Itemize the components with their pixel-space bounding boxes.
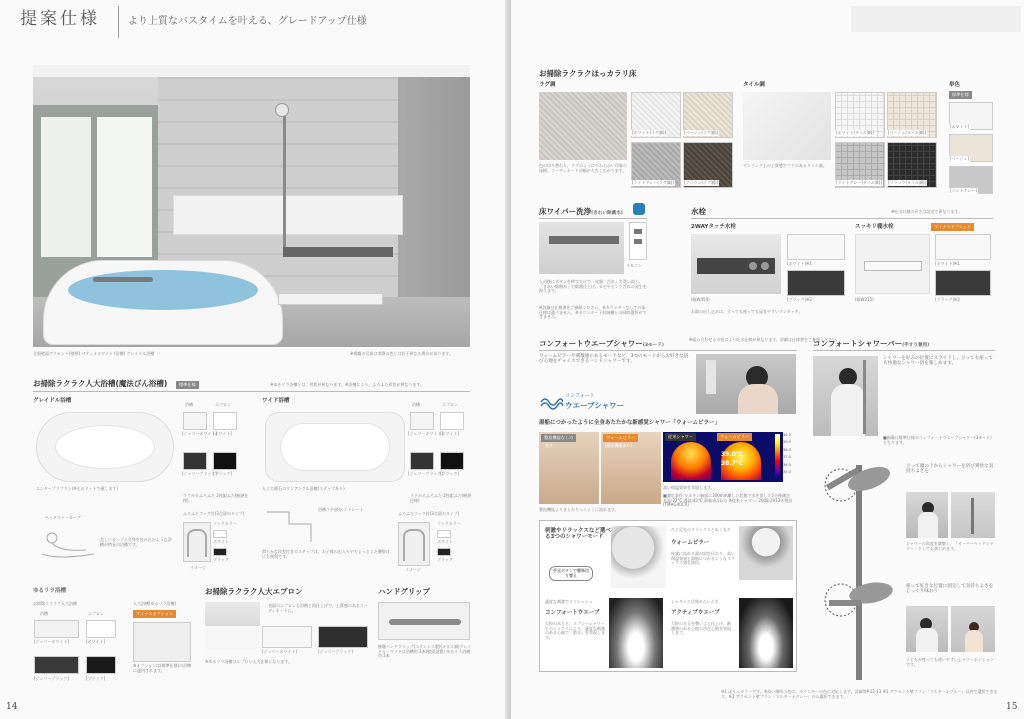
page-number-left: 14 — [6, 702, 18, 712]
page-number-right: 15 — [1006, 702, 1018, 712]
wide-hook-white-swatch — [437, 530, 451, 538]
handgrip-image — [378, 602, 470, 640]
yururira-color-label: [ジェリーブラック] — [34, 676, 69, 681]
tile-floor-photo — [743, 92, 831, 160]
gradle-black-apron-swatch — [213, 452, 237, 470]
modes-title: 刺激やリラックスなど選べる3つのシャワーモード — [545, 528, 611, 541]
apron-mini-desc: ※オプションは(標準仕様)の浴槽に適用されます。 — [133, 663, 192, 673]
shelf-faucet-color: [ブラック]※2 — [935, 297, 960, 302]
gradle-black-tub-swatch — [183, 452, 207, 470]
rug-swatch-label: [ライトグレー(ラグ調)] — [632, 180, 675, 185]
apron-photo — [205, 602, 260, 650]
wave-shower-desc: ウォームピラーや刺激感のあるモードなど、3つのモードからお好きな浴び心地をチョイスできるハンドシャワーです。 — [539, 354, 689, 365]
shower-head-photo — [611, 526, 666, 588]
wave-shower-title-small: (3モード) — [642, 343, 664, 348]
gradle-color-label: [ジェリーホワイト] — [182, 431, 217, 436]
wide-white-tub-swatch — [410, 412, 434, 430]
page-title: 提案仕様 — [20, 9, 100, 29]
wide-lid-text: ラクかるふろふた 2枚組ふた(断熱仕様) — [410, 493, 472, 503]
mode1-name: ウォームピラー — [671, 540, 710, 546]
mode2-name: コンフォートウエーブ — [545, 610, 600, 616]
compare-mid-tag2: (整流機能あり) — [605, 443, 633, 448]
wave-logo-bottom: ウエーブシャワー — [565, 401, 625, 410]
shower-bar-title: コンフォートシャワーバー — [813, 339, 903, 348]
wide-hook-label: フックカラー — [437, 521, 461, 526]
gradle-hook-black-swatch — [213, 548, 227, 556]
wide-lid-image — [398, 522, 430, 566]
page-footnotes: ※1 ほりんカラーです。※高い場所の色は、カウンターの色に対応します。詳細等P.12-13 ※1 アクセント壁プラン「マルキーナブルー」以外で選択できます。※2 アクセント壁プラン「マルキーナグレー」のみ選択できます。 — [721, 689, 998, 699]
yururira-title: ゆるリラ浴槽 — [33, 588, 67, 594]
hero-note: ※掲載の写真は実際の色とは若干異なる場合があります。 — [350, 351, 454, 356]
yururira-name: お掃除ラクラク人大浴槽 — [33, 601, 77, 606]
wave-logo-icon — [539, 392, 563, 410]
wide-step-illustration — [265, 506, 315, 546]
bath-section-title: お掃除ラクラク人大浴槽(魔法びん浴槽) — [33, 379, 168, 388]
thermo-scale-labels: 40.0 39.0 38.0 37.0 36.0 35.0 — [783, 433, 791, 475]
shower-bar-note: ■画像は標準仕様のコンフォートウエーブシャワー(3モード)となります。 — [883, 435, 992, 445]
rug-swatch-label: [ホワイト(ラグ調)] — [632, 130, 667, 135]
gradle-hook-white-swatch — [213, 530, 227, 538]
mode1-label: ひと足先のリラックスとぬくもり — [671, 527, 731, 532]
overhead-shower-photo — [951, 492, 995, 538]
standard-badge: 標準仕様 — [176, 381, 199, 389]
thermo-left-tag: 従来シャワー — [665, 433, 696, 441]
mode3-label: シャキっと目覚めたいとき — [671, 599, 719, 604]
gradle-tub-image — [36, 412, 174, 482]
wave-shower-note: ※組み合わせる水栓により吐水仕様が異なります。詳細は仕様書をご参照ください。 — [689, 337, 841, 342]
wave-logo-top: コンフォート — [565, 393, 595, 399]
hero-caption: 全面壁面アクセント(壁柄) パティオホワイト (浴槽) グレイドル浴槽 — [33, 351, 155, 356]
wide-black-apron-swatch — [440, 452, 464, 470]
apron-mini-title: 人大浴槽(ゆるリラ浴槽) — [133, 601, 177, 606]
gradle-hook-color: ブラック — [213, 557, 229, 562]
mode3-desc: 大粒の水玉を勢いよく仕上げ、刺激感のある心地の浴び心地を実現します。 — [671, 621, 731, 636]
thermo-benefit: 高い保温効果を実現します。 — [663, 485, 715, 490]
apron-mini-image — [133, 622, 191, 662]
gradle-hook-label: フックカラー — [213, 521, 237, 526]
mode2-photo — [609, 598, 663, 668]
yururira-white-apron-swatch — [86, 620, 116, 638]
solid-swatch-label: [ライトグレー] — [950, 188, 977, 193]
wiper-remote-image — [629, 222, 647, 260]
shelf-faucet-name: スッキリ棚水栓 — [855, 224, 894, 230]
shower-bar-photo — [813, 356, 878, 436]
mode3-name: アクティブウエーブ — [671, 610, 720, 616]
mode2-label: 適度な刺激でリフレッシュ — [545, 599, 593, 604]
rug-swatch-label: [ベージュ(ラグ調)] — [684, 130, 719, 135]
solid-swatch-label: [ベージュ] — [950, 156, 969, 161]
rug-label: ラグ調 — [539, 82, 556, 88]
apron-color-label: [ジェリーブラック] — [318, 649, 353, 654]
standard-badge: 標準仕様 — [949, 91, 972, 99]
warm-pillar-heading: 湯船につかったように全身あたたかな新感覚シャワー「ウォームピラー」 — [539, 420, 721, 426]
touch-faucet-color: [ホワイト]※1 — [787, 261, 812, 266]
yururira-color-label: [ブラック] — [86, 676, 106, 681]
gradle-white-tub-swatch — [183, 412, 207, 430]
touch-faucet-model: (幅W450) — [691, 297, 710, 302]
wide-image-label: イメージ — [405, 567, 421, 572]
tile-swatch-label: [ブラック(タイル調)] — [888, 180, 927, 185]
shelf-faucet-photo — [855, 234, 930, 294]
wide-lid-text2: ふろふたフック付(3点留のタイプ) — [398, 511, 460, 516]
wiper-desc: 入浴後にボタンを押すだけで「皮脂・汚れ」を洗い流し、「きれい除菌水」で除菌仕上げ。カビやピンク汚れの発生を抑えます。 — [539, 279, 647, 294]
wide-hook-color: ホワイト — [437, 539, 453, 544]
gradle-image-label: イメージ — [190, 565, 206, 570]
shelf-faucet-color: [ホワイト]※1 — [935, 261, 960, 266]
gradle-lid-image — [183, 522, 211, 562]
apron-color-label: [ジェリーホワイト] — [262, 649, 297, 654]
gradle-lid-text2: ふろふたフック付(3点留のタイプ) — [183, 511, 245, 516]
apron-note: ※ゆるリラ浴槽はエプロン人大仕様となります。 — [205, 659, 293, 664]
rug-desc: 色の切り替わり、ラグのようにやわらかい印象の床柄。コーディネートの幅が大きく広がります。 — [539, 163, 627, 173]
mode2-desc: 大粒の水玉と、スプレーシャワーとのミックスにより、適度な刺激のある心地で「節水」を実現します。 — [545, 621, 605, 640]
shower-bar-feature1: 立って頭の上からシャワーを浴び爽快な気持ちよさを — [906, 464, 994, 475]
remote-label: リモコン — [626, 263, 642, 268]
gradle-curve-label: ヘッドストーカーブ — [45, 515, 81, 520]
yururira-color-label: [ホワイト] — [86, 639, 106, 644]
solid-label: 単色 — [949, 82, 961, 88]
wide-desc: 人工大理石のワンアングル浴槽(ステップあり) — [262, 486, 345, 491]
hero-bathroom-photo — [33, 65, 470, 347]
wide-color-label: [ジェリーホワイト] — [408, 431, 443, 436]
mode3-photo — [739, 598, 793, 668]
tile-swatch-label: [ホワイト(タイル調)] — [836, 130, 875, 135]
gradle-curve-desc: 美しいカーブと全身を包み込むような浴槽が特長の浴槽です。 — [100, 537, 172, 547]
touch-faucet-white-image — [787, 234, 845, 260]
mode1-desc: 柱状に流れる湯が肩を伝わり、高い保温効果と湯船につかるようなリラックス感を演出。 — [671, 551, 735, 566]
touch-faucet-color: [ブラック]※2 — [787, 297, 812, 302]
gradle-tub-name: グレイドル浴槽 — [33, 398, 72, 404]
tile-swatch-label: [ライトグレー(タイル調)] — [836, 180, 882, 185]
yururira-white-tub-swatch — [34, 620, 79, 638]
compare-left-tag: 整流機能なしの — [541, 434, 576, 442]
gradle-col-apron: エプロン — [215, 402, 231, 407]
handgrip-desc: 樹脂ハンドグリップ(ステンレス製)(メタル調)グレイドル・ワイドは浴槽用 1本(壁面設置) ゆるリラ浴槽用 2本 — [378, 644, 472, 659]
compare-left-tag2: 放す — [545, 443, 553, 448]
shelf-faucet-black-image — [935, 270, 991, 296]
page-subtitle: より上質なバスタイムを叶える、グレードアップ仕様 — [128, 16, 367, 27]
shower-bar-feature2-sub: 子どもが座っても使いやすいシャワーポジションです。 — [906, 657, 994, 667]
apron-white-swatch — [262, 626, 312, 648]
wide-step-desc: 滑らかな段差付きのステップは、お子様の出入りやちょっとした腰掛けにも便利です。 — [262, 549, 390, 559]
wide-step-label: 浴槽フチ部分:ストレート — [318, 507, 364, 512]
gradle-hook-color: ホワイト — [213, 539, 229, 544]
shower-bar-feature2: 座って好きな位置に固定して気持ちよさをじっくり味わう — [906, 584, 994, 595]
touch-faucet-desc: お湯の出し止めは、立っても座っても届きやすいワンタッチ。 — [691, 309, 803, 314]
compare-mid-tag: ウォームピラー — [603, 434, 638, 442]
mode1-photo — [739, 526, 793, 580]
shower-bar-illustration — [811, 455, 911, 685]
gradle-person-illustration — [38, 524, 98, 564]
gradle-lid-text: ラクかるふろふた 2枚組ふた(断熱仕様) — [183, 493, 249, 503]
wide-color-label: [ブラック] — [440, 471, 460, 476]
thermo-scale-bar — [775, 434, 780, 478]
gradle-color-label: [ジェリーブラック] — [182, 471, 217, 476]
rug-swatch-label: [ブラウン(ラグ調)] — [684, 180, 719, 185]
thermo-right-tag: ウォームピラー — [717, 433, 752, 441]
wiper-photo — [539, 222, 624, 274]
standing-shower-photo — [906, 492, 948, 538]
shelf-faucet-model: (幅W215) — [855, 297, 874, 302]
mode-switch-callout: 手元ボタンで簡単切り替え — [549, 566, 593, 581]
wave-shower-photo — [696, 354, 796, 414]
shower-bar-feature1-sub: シャワーの角度を調整し、「オーバーヘッドシャワー」としても楽しめます。 — [906, 541, 994, 551]
yururira-col-tub: 浴槽 — [40, 611, 48, 616]
touch-faucet-black-image — [787, 270, 845, 296]
yururira-black-tub-swatch — [34, 656, 79, 674]
faucet-title: 水栓 — [691, 207, 706, 216]
yururira-color-label: [ジェリーホワイト] — [34, 639, 69, 644]
child-shower-photo — [951, 606, 995, 652]
wide-col-apron: エプロン — [442, 402, 458, 407]
thermo-value: 39.0°C — [721, 451, 744, 458]
compare-caption: 整流機能よりまとわりつくように流れます。 — [539, 507, 619, 512]
gradle-col-tub: 浴槽 — [185, 402, 193, 407]
yururira-black-apron-swatch — [86, 656, 116, 674]
tile-label: タイル調 — [743, 82, 765, 88]
bath-section-note: ※ゆるリラ浴槽とは、形状が異なります。※浴槽により、ふろふた形状が異なります。 — [270, 382, 425, 387]
wide-hook-color: ブラック — [437, 557, 453, 562]
touch-faucet-photo — [691, 234, 781, 294]
wide-color-label: [ジェリーブラック] — [408, 471, 443, 476]
wide-tub-image — [265, 412, 405, 482]
minus-option-badge: マイナスオプション — [133, 610, 176, 618]
tile-swatch-label: [ベージュ(タイル調)] — [888, 130, 927, 135]
right-page — [511, 0, 1024, 719]
gradle-desc: エンタープラプラン(※左のドットで通します) — [36, 486, 118, 491]
tile-desc: ワンランク上の上質感でツヤのあるタイル調。 — [743, 163, 827, 168]
yururira-col-apron: エプロン — [88, 611, 104, 616]
floor-title: お掃除ラクラクほっカラリ床 — [539, 69, 637, 78]
left-page — [0, 0, 509, 719]
title-divider — [118, 6, 119, 38]
wide-col-tub: 浴槽 — [412, 402, 420, 407]
shower-bar-desc: シャワーを好みの位置にスライドし、立っても座っても快適なシャワー浴を楽しめます。 — [883, 356, 994, 367]
minus-option-badge: マイナスオプション — [931, 223, 974, 231]
thermo-value: 38.7°C — [721, 460, 744, 467]
sitting-shower-photo — [906, 606, 948, 652]
water-drop-icon — [633, 203, 645, 215]
gradle-color-label: [ホワイト] — [213, 431, 233, 436]
wiper-title-small: (きれい除菌水) — [591, 211, 623, 216]
apron-title: お掃除ラクラク人大エプロン — [205, 587, 303, 596]
handgrip-title: ハンドグリップ — [378, 587, 431, 596]
wide-tub-name: ワイド浴槽 — [262, 398, 290, 404]
touch-faucet-name: 2WAYタッチ水栓 — [691, 224, 736, 230]
wide-white-apron-swatch — [440, 412, 464, 430]
wave-shower-title: コンフォートウエーブシャワー — [539, 339, 643, 348]
thermo-spec: ■測定条件:マネキン胸部に300mm離した状態で水を流した5分後測定 室温:22°C 湯温:42°C 湯量:8.5L/分 ※従来シャワー: 2008-2013年製品(TMHG40CR) — [663, 493, 793, 508]
shower-bar-title-small: (手すり兼用) — [902, 343, 930, 348]
shelf-faucet-white-image — [935, 234, 991, 260]
wiper-notes: ※詳細は仕様書をご参照ください。※カウンターなしでの床仕様は選べません。※カウンター下収納棚との同時選択ができません。 — [539, 305, 647, 320]
gradle-white-apron-swatch — [213, 412, 237, 430]
rug-floor-photo — [539, 92, 627, 160]
wide-color-label: [ホワイト] — [440, 431, 460, 436]
gradle-color-label: [ブラック] — [213, 471, 233, 476]
wiper-title: 床ワイパー洗浄 — [539, 207, 592, 216]
faucet-note: ※吐水口側の長さは設定で異なります。 — [891, 209, 963, 214]
wide-black-tub-swatch — [410, 452, 434, 470]
solid-swatch-label: [ホワイト] — [950, 124, 970, 129]
wide-hook-black-swatch — [437, 548, 451, 556]
apron-desc: 表面のエプロンも浴槽と同仕上げで、上質感のあるコーディネートに。 — [268, 603, 368, 613]
apron-black-swatch — [318, 626, 368, 648]
